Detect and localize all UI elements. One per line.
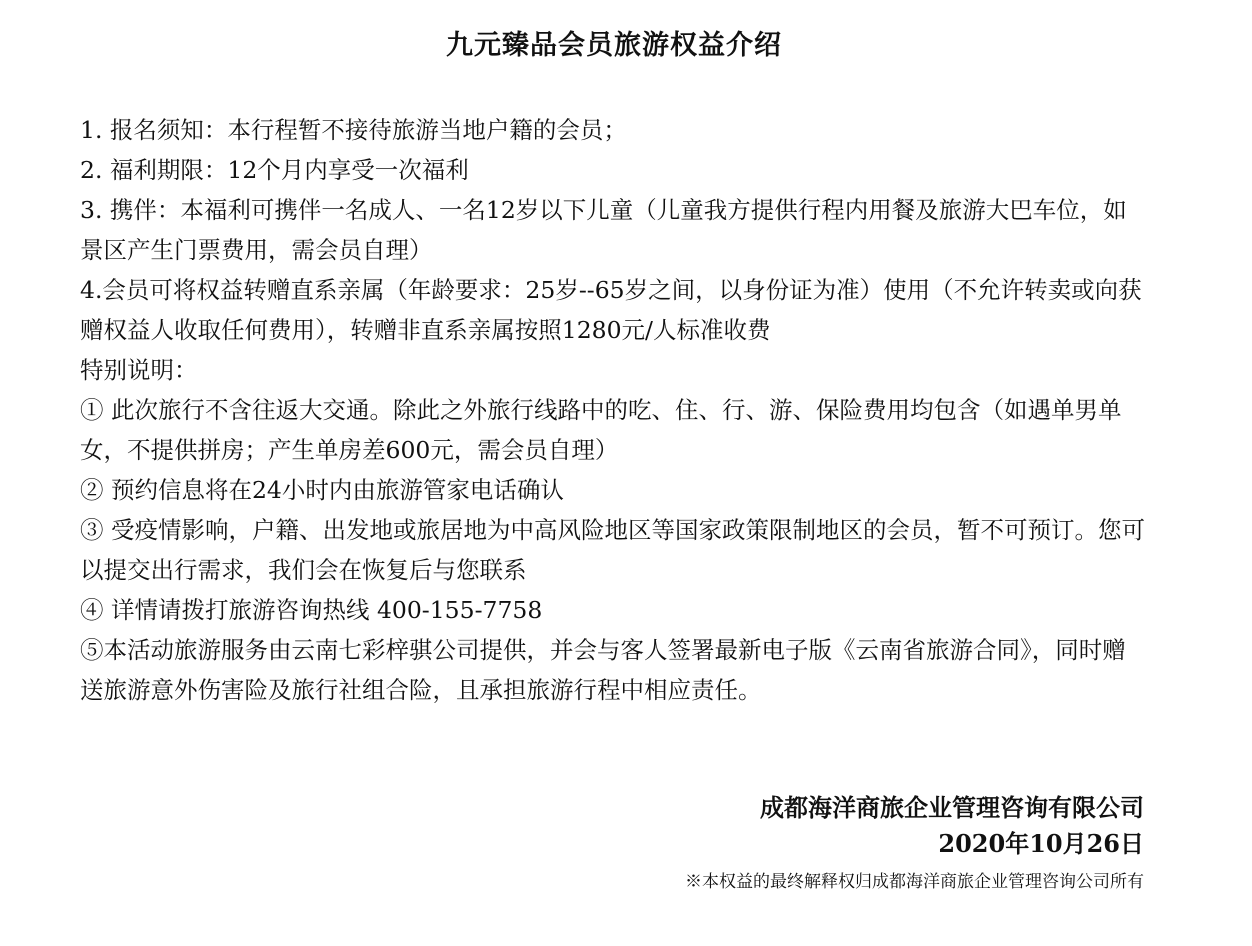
rule-companions: 3. 携伴：本福利可携伴一名成人、一名12岁以下儿童（儿童我方提供行程内用餐及旅游大巴车位，如景区产生门票费用，需会员自理） xyxy=(80,196,1127,264)
rule-transfer: 4.会员可将权益转赠直系亲属（年龄要求：25岁--65岁之间，以身份证为准）使用（不允许转卖或向获赠权益人收取任何费用），转赠非直系亲属按照1280元/人标准收费 xyxy=(80,276,1142,344)
special-notes-heading: 特别说明： xyxy=(80,356,198,384)
note-4-hotline: ④ 详情请拨打旅游咨询热线 400-155-7758 xyxy=(80,596,543,624)
footnote: ※本权益的最终解释权归成都海洋商旅企业管理咨询公司所有 xyxy=(685,872,1144,892)
note-3-epidemic: ③ 受疫情影响，户籍、出发地或旅居地为中高风险地区等国家政策限制地区的会员，暂不可预订。您可以提交出行需求，我们会在恢复后与您联系 xyxy=(80,516,1145,584)
document-title: 九元臻品会员旅游权益介绍 xyxy=(446,30,782,61)
rule-benefit-period: 2. 福利期限：12个月内享受一次福利 xyxy=(80,156,469,184)
note-5-service-provider: ⑤本活动旅游服务由云南七彩梓骐公司提供，并会与客人签署最新电子版《云南省旅游合同》，同时赠送旅游意外伤害险及旅行社组合险，且承担旅游行程中相应责任。 xyxy=(80,636,1126,704)
note-2-confirmation: ② 预约信息将在24小时内由旅游管家电话确认 xyxy=(80,476,564,504)
signature-date: 2020年10月26日 xyxy=(938,829,1144,858)
document-body xyxy=(80,110,1148,710)
signature-company: 成都海洋商旅企业管理咨询有限公司 xyxy=(760,793,1144,822)
note-1-transport: ① 此次旅行不含往返大交通。除此之外旅行线路中的吃、住、行、游、保险费用均包含（如遇单男单女，不提供拼房；产生单房差600元，需会员自理） xyxy=(80,396,1122,464)
rule-registration: 1. 报名须知：本行程暂不接待旅游当地户籍的会员； xyxy=(80,116,627,144)
